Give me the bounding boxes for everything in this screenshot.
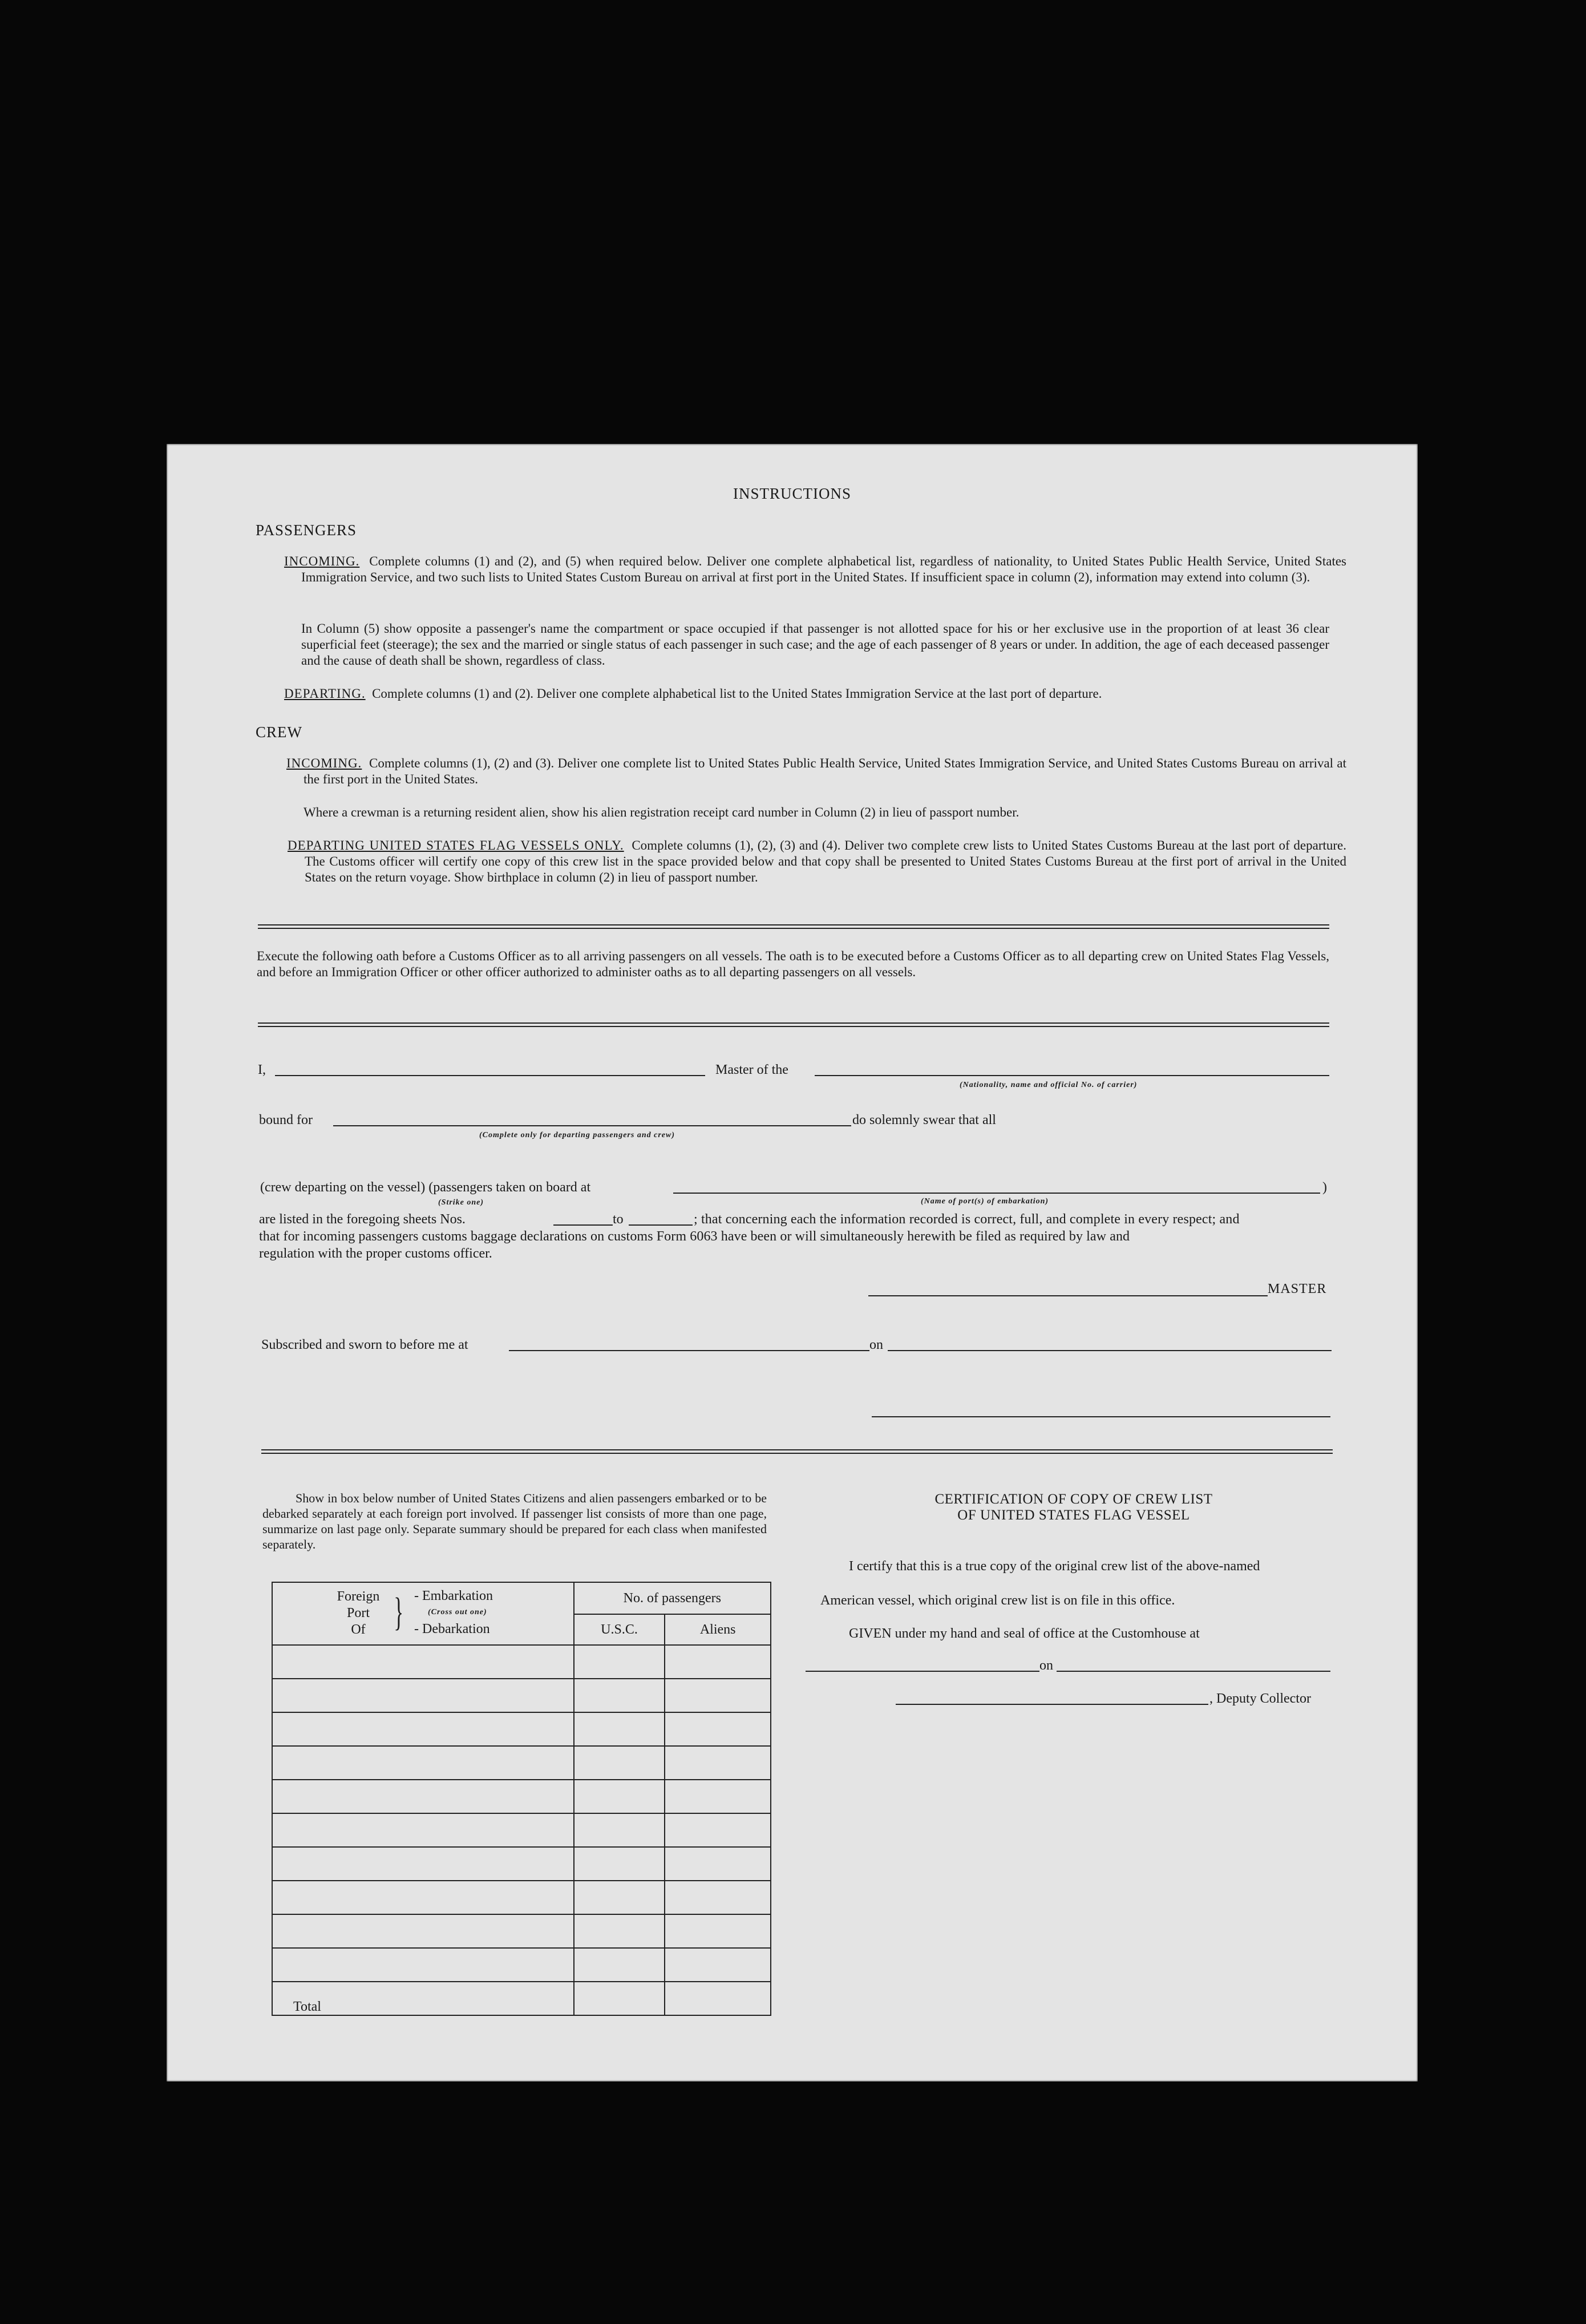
certification-title-line1: CERTIFICATION OF COPY OF CREW LIST — [934, 1492, 1213, 1507]
aliens-cell[interactable] — [665, 1847, 771, 1881]
listed-line2: that for incoming passengers customs baggage declarations on customs Form 6063 have been or will simultaneously herewith be filed as required by law and — [259, 1229, 1130, 1244]
master-name-field[interactable] — [275, 1075, 705, 1076]
crew-passengers-label: (crew departing on the vessel) (passengers taken on board at — [260, 1180, 591, 1195]
listed-prefix: are listed in the foregoing sheets Nos. — [259, 1212, 466, 1227]
port-header-cell — [272, 1582, 574, 1645]
certification-on-label: on — [1039, 1658, 1053, 1673]
table-row — [272, 1712, 771, 1746]
swear-label: do solemnly swear that all — [852, 1113, 996, 1127]
subscribed-on-field[interactable] — [888, 1350, 1332, 1351]
box-note: Show in box below number of United States Citizens and alien passengers embarked or to be debarked separately at each foreign port involved. If passenger list consists of more than one page, summarize on last page only. Separate summary should be prepared for each class when manifested separately. — [262, 1491, 767, 1551]
port-cell[interactable] — [272, 1679, 574, 1712]
aliens-cell[interactable] — [665, 1780, 771, 1813]
total-aliens-cell[interactable] — [665, 1982, 771, 2015]
table-row — [272, 1645, 771, 1679]
usc-cell[interactable] — [574, 1881, 665, 1914]
of-label: Of — [351, 1622, 366, 1637]
crew-heading: CREW — [256, 724, 302, 741]
usc-cell[interactable] — [574, 1914, 665, 1948]
passengers-incoming-text: Complete columns (1) and (2), and (5) when required below. Deliver one complete alphabetical list, regardless of nationality, to United States Public Health Service, United States Immigration Service, and two such lists to United States Custom Bureau on arrival at first port in the United States. If insufficient space in column (2), information may extend into column (3). — [301, 554, 1346, 584]
passengers-incoming-paragraph — [284, 553, 1346, 585]
port-cell[interactable] — [272, 1746, 574, 1780]
vessel-text: American vessel, which original crew list is on file in this office. — [820, 1593, 1175, 1608]
ports-caption: (Name of port(s) of embarkation) — [921, 1197, 1049, 1206]
section-divider — [258, 1022, 1329, 1027]
foreign-label: Foreign — [337, 1589, 380, 1604]
carrier-caption: (Nationality, name and official No. of carrier) — [960, 1081, 1138, 1089]
to-label: to — [613, 1212, 624, 1227]
deputy-label: , Deputy Collector — [1209, 1691, 1311, 1706]
usc-cell[interactable] — [574, 1948, 665, 1982]
passengers-departing-lead: DEPARTING. — [284, 686, 366, 701]
crew-incoming-lead: INCOMING. — [286, 756, 362, 770]
subscribed-label: Subscribed and sworn to before me at — [261, 1337, 468, 1352]
usc-cell[interactable] — [574, 1813, 665, 1847]
subscribed-on-label: on — [869, 1337, 883, 1352]
bound-for-label: bound for — [259, 1113, 313, 1127]
port-cell[interactable] — [272, 1914, 574, 1948]
aliens-cell[interactable] — [665, 1746, 771, 1780]
listed-line3: regulation with the proper customs officer. — [259, 1246, 492, 1261]
foreign-port-of — [330, 1589, 387, 1638]
crew-resident-paragraph: Where a crewman is a returning resident alien, show his alien registration receipt card number in Column (2) in lieu of passport number. — [304, 805, 1019, 819]
passenger-port-table — [272, 1582, 771, 2016]
table-row — [272, 1948, 771, 1982]
strike-caption: (Strike one) — [438, 1198, 484, 1207]
listed-suffix: ; that concerning each the information recorded is correct, full, and complete in every respect; and — [694, 1212, 1240, 1227]
total-usc-cell[interactable] — [574, 1982, 665, 2015]
table-row — [272, 1746, 771, 1780]
table-row — [272, 1847, 771, 1881]
usc-cell[interactable] — [574, 1746, 665, 1780]
passengers-header: No. of passengers — [574, 1582, 771, 1614]
bound-for-field[interactable] — [333, 1125, 851, 1126]
aliens-cell[interactable] — [665, 1645, 771, 1679]
master-signature-field[interactable] — [868, 1295, 1268, 1296]
table-row — [272, 1881, 771, 1914]
passengers-departing-paragraph — [284, 686, 1329, 702]
section-divider — [261, 1449, 1333, 1454]
table-row — [272, 1679, 771, 1712]
port-cell[interactable] — [272, 1881, 574, 1914]
port-cell[interactable] — [272, 1712, 574, 1746]
embarkation-label: - Embarkation — [414, 1589, 493, 1603]
port-cell[interactable] — [272, 1645, 574, 1679]
aliens-cell[interactable] — [665, 1914, 771, 1948]
crew-incoming-text: Complete columns (1), (2) and (3). Deliver one complete list to United States Public Health Service, United States Immigration Service, and United States Customs Bureau on arrival at the first port in the United States. — [304, 756, 1347, 786]
aliens-cell[interactable] — [665, 1712, 771, 1746]
port-cell[interactable] — [272, 1948, 574, 1982]
officer-signature-field[interactable] — [872, 1416, 1330, 1417]
brace-icon: } — [394, 1590, 404, 1634]
aliens-cell[interactable] — [665, 1813, 771, 1847]
subscribed-at-field[interactable] — [509, 1350, 869, 1351]
crew-incoming-paragraph — [286, 755, 1346, 787]
usc-cell[interactable] — [574, 1847, 665, 1881]
certification-title — [817, 1492, 1330, 1523]
master-label: MASTER — [1268, 1282, 1327, 1296]
given-text: GIVEN under my hand and seal of office at the Customhouse at — [849, 1626, 1200, 1641]
passengers-column5-paragraph: In Column (5) show opposite a passenger's name the compartment or space occupied if that passenger is not allotted space for his or her exclusive use in the proportion of at least 36 clear superficial feet (steerage); the sex and the married or single status of each passenger in such case; and the age of each passenger of 8 years or under. In addition, the age of each deceased passenger and the cause of death shall be shown, regardless of class. — [301, 621, 1329, 668]
usc-header: U.S.C. — [574, 1614, 665, 1645]
aliens-cell[interactable] — [665, 1679, 771, 1712]
crew-departing-paragraph — [288, 838, 1346, 886]
table-row — [272, 1813, 771, 1847]
total-label: Total — [293, 1999, 321, 2014]
ports-field[interactable] — [673, 1193, 1320, 1194]
crew-departing-text: Complete columns (1), (2), (3) and (4). Deliver two complete crew lists to United States Customs Bureau at the last port of departure. The Customs officer will certify one copy of this crew list in the space provided below and that copy shall be presented to United States Customs Bureau at the first port of arrival in the United States on the return voyage. Show birthplace in column (2) in lieu of passport number. — [305, 838, 1347, 884]
aliens-header: Aliens — [665, 1614, 771, 1645]
port-label: Port — [346, 1606, 370, 1620]
master-of-label: Master of the — [715, 1062, 788, 1077]
aliens-cell[interactable] — [665, 1948, 771, 1982]
port-table-body — [272, 1645, 771, 1982]
debarkation-label: - Debarkation — [414, 1622, 490, 1636]
deputy-signature-field[interactable] — [896, 1704, 1208, 1705]
passengers-departing-text: Complete columns (1) and (2). Deliver one complete alphabetical list to the United States Immigration Service at the last port of departure. — [372, 686, 1102, 701]
cross-caption: (Cross out one) — [428, 1608, 487, 1616]
certify-text: I certify that this is a true copy of the original crew list of the above-named — [849, 1559, 1260, 1574]
bound-for-caption: (Complete only for departing passengers and crew) — [479, 1131, 675, 1139]
port-cell[interactable] — [272, 1813, 574, 1847]
table-row — [272, 1914, 771, 1948]
crew-departing-lead: DEPARTING UNITED STATES FLAG VESSELS ONLY. — [288, 838, 624, 852]
page-title: INSTRUCTIONS — [733, 485, 851, 502]
oath-i-label: I, — [258, 1062, 266, 1077]
close-paren: ) — [1322, 1180, 1327, 1195]
customhouse-field[interactable] — [806, 1671, 1039, 1672]
certification-title-line2: OF UNITED STATES FLAG VESSEL — [957, 1507, 1190, 1523]
usc-cell[interactable] — [574, 1679, 665, 1712]
usc-cell[interactable] — [574, 1780, 665, 1813]
carrier-field[interactable] — [815, 1075, 1329, 1076]
section-divider — [258, 924, 1329, 929]
certification-date-field[interactable] — [1057, 1671, 1330, 1672]
port-cell[interactable] — [272, 1780, 574, 1813]
passengers-heading: PASSENGERS — [256, 522, 357, 539]
aliens-cell[interactable] — [665, 1881, 771, 1914]
table-row — [272, 1780, 771, 1813]
oath-instruction: Execute the following oath before a Customs Officer as to all arriving passengers on all vessels. The oath is to be executed before a Customs Officer as to all departing crew on United States Flag Vessels, and before an Immigration Officer or other officer authorized to administer oaths as to all departing passengers on all vessels. — [257, 949, 1329, 979]
port-cell[interactable] — [272, 1847, 574, 1881]
sheet-to-field[interactable] — [629, 1224, 693, 1226]
form-page — [167, 444, 1418, 2082]
usc-cell[interactable] — [574, 1645, 665, 1679]
passengers-incoming-lead: INCOMING. — [284, 554, 360, 568]
total-cell — [272, 1982, 574, 2015]
usc-cell[interactable] — [574, 1712, 665, 1746]
sheet-from-field[interactable] — [553, 1224, 613, 1226]
